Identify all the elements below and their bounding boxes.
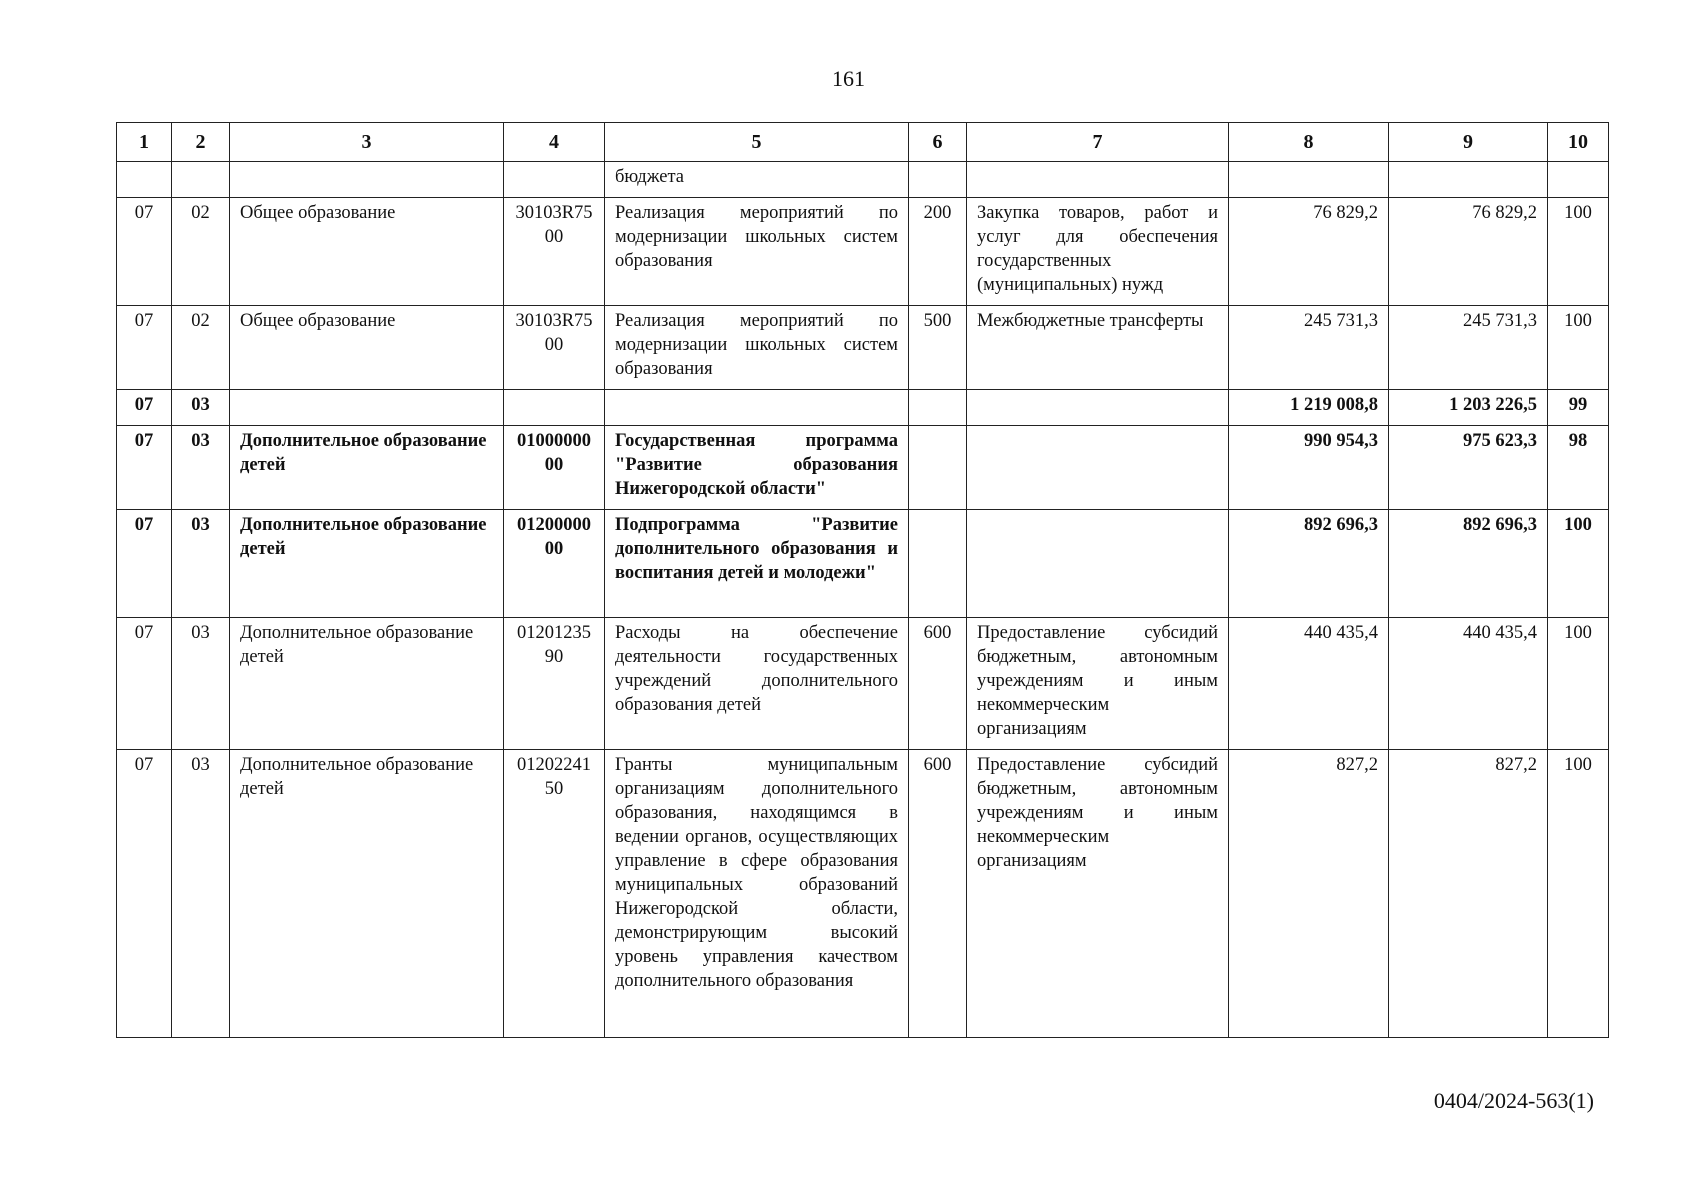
execution-percent: 100 bbox=[1548, 750, 1609, 1038]
execution-percent: 98 bbox=[1548, 426, 1609, 510]
executed-amount: 975 623,3 bbox=[1389, 426, 1548, 510]
column-header: 3 bbox=[230, 123, 504, 162]
subsection-code: 03 bbox=[172, 510, 230, 618]
table-row bbox=[117, 306, 1609, 390]
expense-type-code bbox=[909, 510, 967, 618]
column-header: 2 bbox=[172, 123, 230, 162]
target-article-name: Реализация мероприятий по модернизации школьных систем образования bbox=[605, 198, 909, 306]
table-row bbox=[117, 426, 1609, 510]
table-row bbox=[117, 162, 1609, 198]
executed-amount bbox=[1389, 162, 1548, 198]
section-name: Дополнительное образование детей bbox=[230, 426, 504, 510]
section-code: 07 bbox=[117, 390, 172, 426]
subsection-code: 03 bbox=[172, 618, 230, 750]
column-header: 9 bbox=[1389, 123, 1548, 162]
expense-type-code: 500 bbox=[909, 306, 967, 390]
expense-type-code bbox=[909, 426, 967, 510]
execution-percent bbox=[1548, 162, 1609, 198]
planned-amount: 892 696,3 bbox=[1229, 510, 1389, 618]
subsection-code bbox=[172, 162, 230, 198]
planned-amount: 827,2 bbox=[1229, 750, 1389, 1038]
planned-amount: 440 435,4 bbox=[1229, 618, 1389, 750]
page-number: 161 bbox=[832, 66, 865, 91]
table-row bbox=[117, 510, 1609, 618]
table-row-subtotal bbox=[117, 390, 1609, 426]
target-article-code: 0120000000 bbox=[504, 510, 605, 618]
section-code: 07 bbox=[117, 426, 172, 510]
target-article-code: 0100000000 bbox=[504, 426, 605, 510]
column-header: 6 bbox=[909, 123, 967, 162]
executed-amount: 440 435,4 bbox=[1389, 618, 1548, 750]
column-header: 1 bbox=[117, 123, 172, 162]
executed-amount: 892 696,3 bbox=[1389, 510, 1548, 618]
target-article-name: Государственная программа "Развитие образования Нижегородской области" bbox=[605, 426, 909, 510]
column-header: 7 bbox=[967, 123, 1229, 162]
subsection-code: 03 bbox=[172, 390, 230, 426]
expense-type-name bbox=[967, 390, 1229, 426]
expense-type-code bbox=[909, 162, 967, 198]
planned-amount: 245 731,3 bbox=[1229, 306, 1389, 390]
planned-amount bbox=[1229, 162, 1389, 198]
table-header-row bbox=[117, 123, 1609, 162]
expense-type-code bbox=[909, 390, 967, 426]
column-header: 8 bbox=[1229, 123, 1389, 162]
section-name: Общее образование bbox=[230, 306, 504, 390]
planned-amount: 1 219 008,8 bbox=[1229, 390, 1389, 426]
table-row bbox=[117, 198, 1609, 306]
expense-type-name: Предоставление субсидий бюджетным, автономным учреждениям и иным некоммерческим организациям bbox=[967, 618, 1229, 750]
section-code: 07 bbox=[117, 306, 172, 390]
document-code: 0404/2024-563(1) bbox=[1433, 1088, 1594, 1113]
section-name: Общее образование bbox=[230, 198, 504, 306]
section-name: Дополнительное образование детей bbox=[230, 618, 504, 750]
target-article-name: Расходы на обеспечение деятельности государственных учреждений дополнительного образования детей bbox=[605, 618, 909, 750]
target-article-code: 0120224150 bbox=[504, 750, 605, 1038]
budget-table bbox=[116, 122, 1609, 1038]
executed-amount: 245 731,3 bbox=[1389, 306, 1548, 390]
expense-type-name: Предоставление субсидий бюджетным, автономным учреждениям и иным некоммерческим организациям bbox=[967, 750, 1229, 1038]
planned-amount: 990 954,3 bbox=[1229, 426, 1389, 510]
execution-percent: 100 bbox=[1548, 306, 1609, 390]
table-row bbox=[117, 750, 1609, 1038]
expense-type-name bbox=[967, 510, 1229, 618]
section-name bbox=[230, 162, 504, 198]
target-article-code bbox=[504, 162, 605, 198]
section-name bbox=[230, 390, 504, 426]
planned-amount: 76 829,2 bbox=[1229, 198, 1389, 306]
subsection-code: 03 bbox=[172, 750, 230, 1038]
section-name: Дополнительное образование детей bbox=[230, 510, 504, 618]
section-code: 07 bbox=[117, 510, 172, 618]
executed-amount: 76 829,2 bbox=[1389, 198, 1548, 306]
executed-amount: 1 203 226,5 bbox=[1389, 390, 1548, 426]
expense-type-name: Закупка товаров, работ и услуг для обеспечения государственных (муниципальных) нужд bbox=[967, 198, 1229, 306]
subsection-code: 02 bbox=[172, 198, 230, 306]
expense-type-code: 600 bbox=[909, 750, 967, 1038]
target-article-name: бюджета bbox=[605, 162, 909, 198]
executed-amount: 827,2 bbox=[1389, 750, 1548, 1038]
target-article-code bbox=[504, 390, 605, 426]
target-article-name: Гранты муниципальным организациям дополнительного образования, находящимся в ведении органов, осуществляющих управление в сфере образования муниципальных образований Нижегородской области, демонстрирующим высокий уровень управления качеством дополнительного образования bbox=[605, 750, 909, 1038]
section-code: 07 bbox=[117, 618, 172, 750]
column-header: 5 bbox=[605, 123, 909, 162]
target-article-code: 0120123590 bbox=[504, 618, 605, 750]
execution-percent: 99 bbox=[1548, 390, 1609, 426]
expense-type-name bbox=[967, 426, 1229, 510]
target-article-code: 30103R7500 bbox=[504, 198, 605, 306]
column-header: 4 bbox=[504, 123, 605, 162]
target-article-name bbox=[605, 390, 909, 426]
expense-type-name: Межбюджетные трансферты bbox=[967, 306, 1229, 390]
column-header: 10 bbox=[1548, 123, 1609, 162]
execution-percent: 100 bbox=[1548, 198, 1609, 306]
section-code: 07 bbox=[117, 198, 172, 306]
expense-type-code: 600 bbox=[909, 618, 967, 750]
expense-type-code: 200 bbox=[909, 198, 967, 306]
execution-percent: 100 bbox=[1548, 618, 1609, 750]
section-code: 07 bbox=[117, 750, 172, 1038]
target-article-name: Реализация мероприятий по модернизации школьных систем образования bbox=[605, 306, 909, 390]
target-article-code: 30103R7500 bbox=[504, 306, 605, 390]
section-code bbox=[117, 162, 172, 198]
expense-type-name bbox=[967, 162, 1229, 198]
subsection-code: 02 bbox=[172, 306, 230, 390]
target-article-name: Подпрограмма "Развитие дополнительного образования и воспитания детей и молодежи" bbox=[605, 510, 909, 618]
section-name: Дополнительное образование детей bbox=[230, 750, 504, 1038]
table-row bbox=[117, 618, 1609, 750]
subsection-code: 03 bbox=[172, 426, 230, 510]
execution-percent: 100 bbox=[1548, 510, 1609, 618]
